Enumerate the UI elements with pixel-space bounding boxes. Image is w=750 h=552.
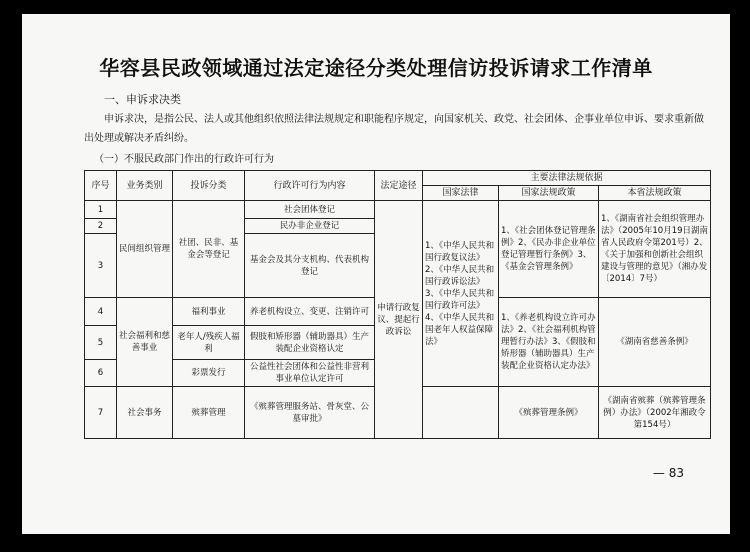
header-complaint-type: 投诉分类 xyxy=(173,171,245,201)
seq-cell: 4 xyxy=(85,298,117,326)
complaint-type-cell: 福利事业 xyxy=(173,298,245,326)
content-cell: 社会团体登记 xyxy=(245,201,375,219)
category-cell: 民间组织管理 xyxy=(117,201,173,298)
provincial-regulation-cell: 《湖南省殡葬（殡葬管理条例）办法》（2002年湘政令第154号） xyxy=(599,387,711,439)
state-regulation-cell: 1、《养老机构设立许可办法》2、《社会福利机构管理暂行办法》3、《假肢和矫形器（辅助器具）生产装配企业资格认定办法》 xyxy=(499,298,599,387)
content-cell: 民办非企业登记 xyxy=(245,219,375,234)
seq-cell: 1 xyxy=(85,201,117,219)
seq-cell: 6 xyxy=(85,360,117,387)
complaint-type-cell: 彩票发行 xyxy=(173,360,245,387)
section-heading: 一、申诉求决类 xyxy=(104,93,181,106)
document-page xyxy=(22,14,730,534)
header-category: 业务类别 xyxy=(117,171,173,201)
header-basis-group: 主要法律法规依据 xyxy=(423,171,711,186)
state-regulation-cell: 《殡葬管理条例》 xyxy=(499,387,599,439)
header-state-regulation: 国家法规政策 xyxy=(499,186,599,201)
national-law-cell: 1、《中华人民共和国行政复议法》2、《中华人民共和国行政诉讼法》3、《中华人民共和国行政许可法》4、《中华人民共和国老年人权益保障法》 xyxy=(423,201,499,387)
subsection-heading: （一）不服民政部门作出的行政许可行为 xyxy=(94,154,274,165)
content-cell: 《殡葬管理服务站、骨灰堂、公墓审批》 xyxy=(245,387,375,439)
seq-cell: 2 xyxy=(85,219,117,234)
route-cell: 申请行政复议、提起行政诉讼 xyxy=(375,201,423,439)
content-cell: 假肢和矫形器（辅助器具）生产装配企业资格认定 xyxy=(245,326,375,360)
category-cell: 社会福利和慈善事业 xyxy=(117,298,173,387)
category-cell: 社会事务 xyxy=(117,387,173,439)
work-list-table xyxy=(84,170,711,439)
header-content: 行政许可行为内容 xyxy=(245,171,375,201)
seq-cell: 7 xyxy=(85,387,117,439)
section-paragraph: 申诉求决，是指公民、法人或其他组织依照法律法规规定和职能程序规定，向国家机关、政党、社会团体、企事业单位申诉、要求重新做出处理或解决矛盾纠纷。 xyxy=(84,114,704,144)
content-cell: 公益性社会团体和公益性非营利事业单位认定许可 xyxy=(245,360,375,387)
complaint-type-cell: 殡葬管理 xyxy=(173,387,245,439)
header-provincial-regulation: 本省法规政策 xyxy=(599,186,711,201)
seq-cell: 5 xyxy=(85,326,117,360)
seq-cell: 3 xyxy=(85,234,117,298)
header-seq: 序号 xyxy=(85,171,117,201)
header-route: 法定途径 xyxy=(375,171,423,201)
complaint-type-cell: 老年人/残疾人福利 xyxy=(173,326,245,360)
state-regulation-cell: 1、《社会团体登记管理条例》2、《民办非企业单位登记管理暂行条例》3、《基金会管理条例》 xyxy=(499,201,599,298)
content-cell: 基金会及其分支机构、代表机构登记 xyxy=(245,234,375,298)
content-cell: 养老机构设立、变更、注销许可 xyxy=(245,298,375,326)
header-national-law: 国家法律 xyxy=(423,186,499,201)
provincial-regulation-cell: 1、《湖南省社会组织管理办法》（2005年10月19日湖南省人民政府令第201号）2、《关于加强和创新社会组织建设与管理的意见》（湘办发〔2014〕7号） xyxy=(599,201,711,298)
page-number: — 83 xyxy=(652,466,684,480)
page-title: 华容县民政领域通过法定途径分类处理信访投诉请求工作清单 xyxy=(99,56,653,80)
provincial-regulation-cell: 《湖南省慈善条例》 xyxy=(599,298,711,387)
national-law-empty-cell xyxy=(423,387,499,439)
complaint-type-cell: 社团、民非、基金会等登记 xyxy=(173,201,245,298)
